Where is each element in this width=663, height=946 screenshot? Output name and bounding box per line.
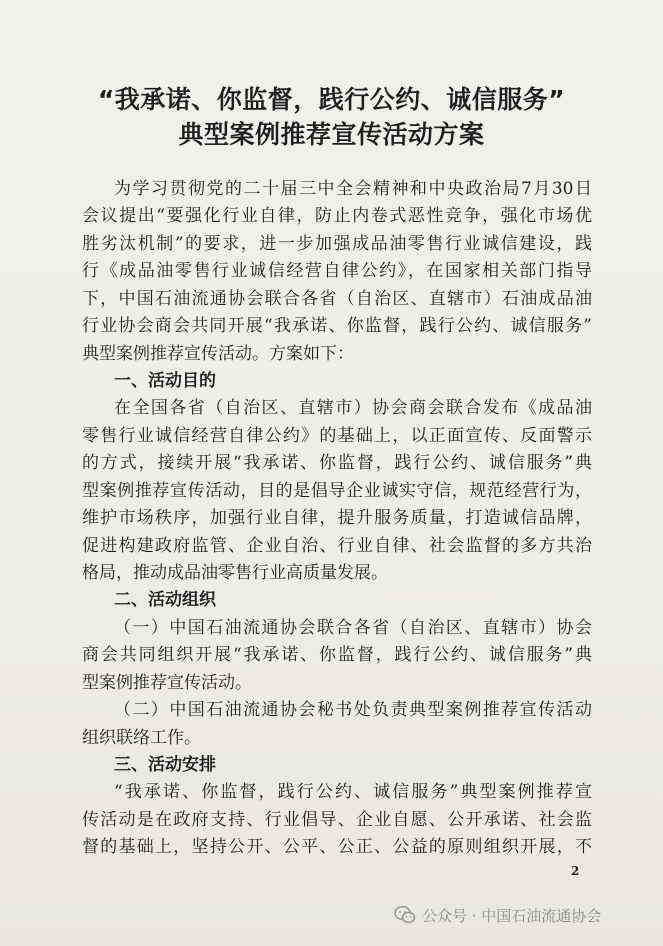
section1-line: 维护市场秩序，加强行业自律，提升服务质量，打造诚信品牌， (82, 508, 592, 528)
intro-line: 下，中国石油流通协会联合各省（自治区、直辖市）石油成品油 (82, 289, 592, 309)
section3-line: “我承诺、你监督，践行公约、诚信服务”典型案例推荐宣 (114, 782, 592, 802)
watermark (394, 904, 601, 926)
section3-line: 传活动是在政府支持、行业倡导、企业自愿、公开承诺、社会监 (82, 810, 592, 830)
section2-line: 型案例推荐宣传活动。 (82, 673, 252, 693)
section2-line: （二）中国石油流通协会秘书处负责典型案例推荐宣传活动 (114, 700, 592, 720)
section2-line: 商会共同组织开展“我承诺、你监督，践行公约、诚信服务”典 (82, 645, 592, 665)
section1-line: 在全国各省（自治区、直辖市）协会商会联合发布《成品油 (114, 398, 592, 418)
document-title-line-1: “我承诺、你监督，践行公约、诚信服务” (97, 85, 566, 114)
section1-line: 零售行业诚信经营自律公约》的基础上，以正面宣传、反面警示 (82, 426, 592, 446)
document-title-line-2: 典型案例推荐宣传活动方案 (178, 120, 485, 149)
section1-line: 型案例推荐宣传活动，目的是倡导企业诚实守信，规范经营行为， (82, 481, 592, 501)
section1-line: 的方式，接续开展“我承诺、你监督，践行公约、诚信服务”典 (82, 453, 592, 473)
intro-line: 胜劣汰机制”的要求，进一步加强成品油零售行业诚信建设，践 (82, 234, 592, 254)
section1-line: 格局，推动成品油零售行业高质量发展。 (82, 563, 388, 583)
section2-line: （一）中国石油流通协会联合各省（自治区、直辖市）协会 (114, 618, 592, 638)
watermark-text: 公众号 · 中国石油流通协会 (422, 906, 602, 925)
intro-line: 行《成品油零售行业诚信经营自律公约》，在国家相关部门指导 (82, 261, 592, 281)
section-heading-purpose: 一、活动目的 (114, 371, 216, 391)
intro-line: 为学习贯彻党的二十届三中全会精神和中央政治局7月30日 (114, 179, 592, 199)
section3-line: 督的基础上，坚持公开、公平、公正、公益的原则组织开展，不 (82, 837, 592, 857)
section2-line: 组织联络工作。 (82, 728, 201, 748)
section-heading-organization: 二、活动组织 (114, 590, 216, 610)
page-number: 2 (571, 864, 580, 878)
intro-line: 典型案例推荐宣传活动。方案如下： (82, 344, 354, 364)
section-heading-arrangement: 三、活动安排 (114, 755, 216, 775)
section1-line: 促进构建政府监管、企业自治、行业自律、社会监督的多方共治 (82, 536, 592, 556)
intro-line: 会议提出“要强化行业自律，防止内卷式恶性竞争，强化市场优 (82, 206, 592, 226)
wechat-icon (394, 905, 416, 925)
intro-line: 行业协会商会共同开展“我承诺、你监督，践行公约、诚信服务” (82, 316, 592, 336)
